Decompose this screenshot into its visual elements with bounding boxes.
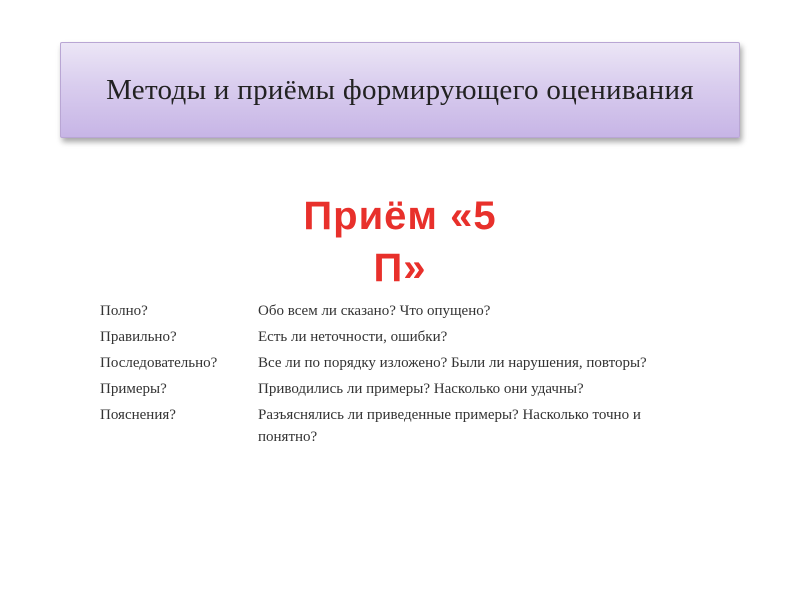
criterion-question: Примеры? bbox=[100, 381, 167, 397]
technique-heading-line2: П» bbox=[373, 246, 427, 290]
criterion-question: Полно? bbox=[100, 303, 148, 319]
criterion-description: Приводились ли примеры? Насколько они удачны? bbox=[258, 381, 584, 397]
slide-title: Методы и приёмы формирующего оценивания bbox=[106, 73, 694, 106]
technique-heading-line1: Приём «5 bbox=[303, 194, 497, 238]
table-row bbox=[100, 300, 668, 326]
technique-heading bbox=[250, 190, 550, 294]
table-row bbox=[100, 378, 668, 404]
criterion-question: Правильно? bbox=[100, 329, 177, 345]
title-banner bbox=[60, 42, 740, 138]
criterion-description: Все ли по порядку изложено? Были ли нарушения, повторы? bbox=[258, 355, 647, 371]
table-row bbox=[100, 352, 668, 378]
criterion-description: Разъяснялись ли приведенные примеры? Насколько точно и понятно? bbox=[258, 407, 641, 445]
criteria-table bbox=[100, 300, 668, 452]
criterion-description: Обо всем ли сказано? Что опущено? bbox=[258, 303, 491, 319]
criterion-description: Есть ли неточности, ошибки? bbox=[258, 329, 448, 345]
criterion-question: Последовательно? bbox=[100, 355, 218, 371]
table-row bbox=[100, 404, 668, 452]
criterion-question: Пояснения? bbox=[100, 407, 176, 423]
table-row bbox=[100, 326, 668, 352]
